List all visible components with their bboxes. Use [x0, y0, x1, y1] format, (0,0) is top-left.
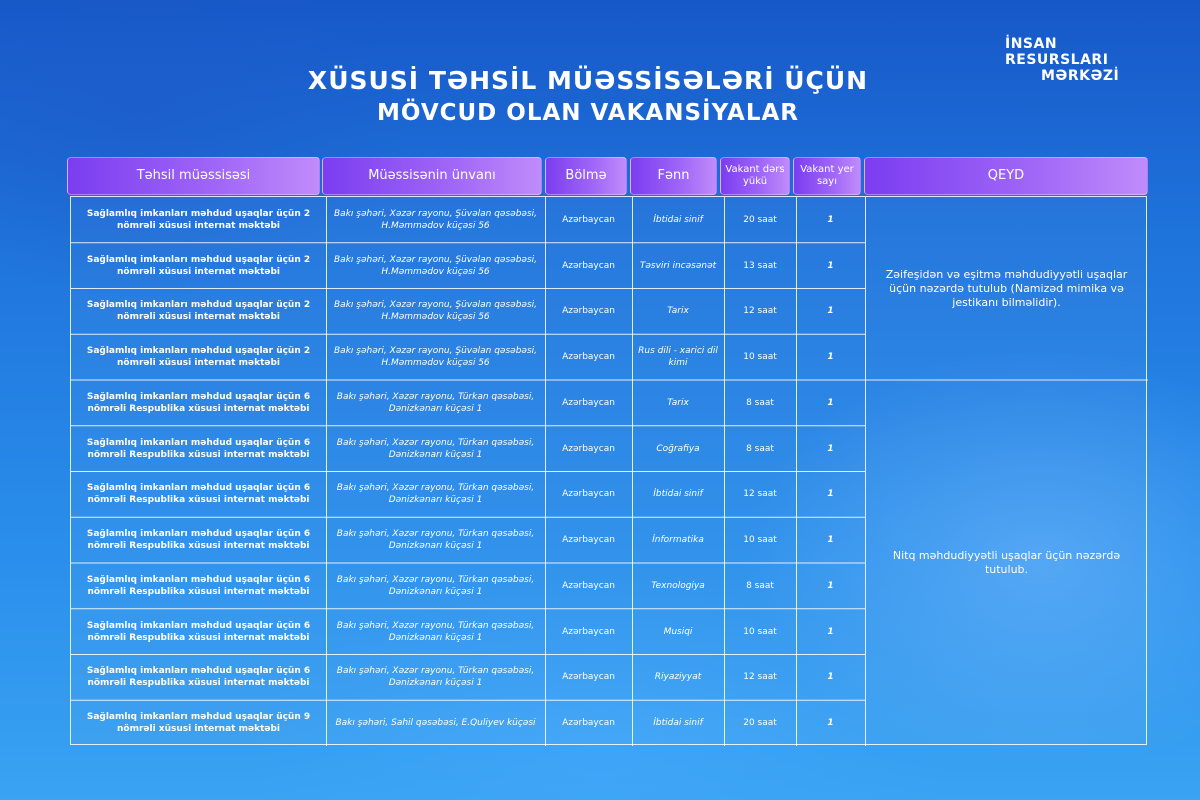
subject-cell: Rus dili - xarici dil kimi: [638, 346, 718, 369]
vacant-hours-cell: 8 saat: [746, 580, 774, 591]
section-cell: Azərbaycan: [562, 489, 615, 500]
address-cell: Bakı şəhəri, Xəzər rayonu, Türkan qəsəbəsi, Dənizkənarı küçəsi 1: [336, 620, 535, 643]
subject-cell: Coğrafiya: [656, 443, 700, 454]
vacant-count-cell: 1: [827, 672, 834, 683]
header-section: Bölmə: [545, 157, 627, 195]
vacant-hours-cell: 13 saat: [743, 260, 777, 271]
note-cell: Nitq məhdudiyyətli uşaqlar üçün nəzərdə tutulub.: [892, 549, 1121, 576]
section-cell: Azərbaycan: [562, 672, 615, 683]
vacant-hours-cell: 10 saat: [743, 535, 777, 546]
brand-line-2: MƏRKƏZİ: [1041, 68, 1120, 84]
subject-cell: İbtidai sinif: [653, 718, 703, 729]
section-cell: Azərbaycan: [562, 214, 615, 225]
institution-cell: Sağlamlıq imkanları məhdud uşaqlar üçün 6 nömrəli Respublika xüsusi internat məktəbi: [86, 620, 311, 643]
address-cell: Bakı şəhəri, Sahil qəsəbəsi, E.Quliyev küçəsi: [335, 718, 536, 729]
address-cell: Bakı şəhəri, Xəzər rayonu, Şüvəlan qəsəbəsi, H.Məmmədov küçəsi 56: [334, 300, 537, 323]
vacant-hours-cell: 20 saat: [743, 718, 777, 729]
vacant-count-cell: 1: [827, 718, 834, 729]
note-cell: Zəifeşidən və eşitmə məhdudiyyətli uşaqlar üçün nəzərdə tutulub (Namizəd mimika və jestikanı bilməlidir).: [885, 267, 1128, 309]
vacant-count-cell: 1: [827, 214, 834, 225]
section-cell: Azərbaycan: [562, 260, 615, 271]
vacant-hours-cell: 10 saat: [743, 626, 777, 637]
address-cell: Bakı şəhəri, Xəzər rayonu, Türkan qəsəbəsi, Dənizkənarı küçəsi 1: [336, 391, 535, 414]
vacant-count-cell: 1: [827, 626, 834, 637]
institution-cell: Sağlamlıq imkanları məhdud uşaqlar üçün 2 nömrəli xüsusi internat məktəbi: [86, 254, 311, 277]
address-cell: Bakı şəhəri, Xəzər rayonu, Şüvəlan qəsəbəsi, H.Məmmədov küçəsi 56: [334, 346, 537, 369]
address-cell: Bakı şəhəri, Xəzər rayonu, Türkan qəsəbəsi, Dənizkənarı küçəsi 1: [336, 529, 535, 552]
header-address: Müəssisənin ünvanı: [322, 157, 542, 195]
institution-cell: Sağlamlıq imkanları məhdud uşaqlar üçün 2 nömrəli xüsusi internat məktəbi: [86, 346, 311, 369]
institution-cell: Sağlamlıq imkanları məhdud uşaqlar üçün 6 nömrəli Respublika xüsusi internat məktəbi: [86, 529, 311, 552]
subject-cell: İbtidai sinif: [653, 489, 703, 500]
subject-cell: Təsviri incəsənət: [639, 260, 717, 271]
institution-cell: Sağlamlıq imkanları məhdud uşaqlar üçün 6 nömrəli Respublika xüsusi internat məktəbi: [86, 437, 311, 460]
header-vacant-hours: Vakant dərs yükü: [720, 157, 790, 195]
subject-cell: Riyaziyyat: [654, 672, 702, 683]
section-cell: Azərbaycan: [562, 580, 615, 591]
section-cell: Azərbaycan: [562, 718, 615, 729]
header-institution: Təhsil müəssisəsi: [67, 157, 320, 195]
vacant-hours-cell: 10 saat: [743, 352, 777, 363]
subject-cell: Musiqi: [663, 626, 693, 637]
address-cell: Bakı şəhəri, Xəzər rayonu, Türkan qəsəbəsi, Dənizkənarı küçəsi 1: [336, 483, 535, 506]
section-cell: Azərbaycan: [562, 306, 615, 317]
page-title-line-1: XÜSUSİ TƏHSİL MÜƏSSİSƏLƏRİ ÜÇÜN: [307, 66, 869, 95]
address-cell: Bakı şəhəri, Xəzər rayonu, Türkan qəsəbəsi, Dənizkənarı küçəsi 1: [336, 666, 535, 689]
vacant-count-cell: 1: [827, 443, 834, 454]
vacant-hours-cell: 8 saat: [746, 443, 774, 454]
section-cell: Azərbaycan: [562, 443, 615, 454]
subject-cell: İbtidai sinif: [653, 214, 703, 225]
vacant-hours-cell: 8 saat: [746, 397, 774, 408]
institution-cell: Sağlamlıq imkanları məhdud uşaqlar üçün 6 nömrəli Respublika xüsusi internat məktəbi: [86, 574, 311, 597]
vacant-count-cell: 1: [827, 352, 834, 363]
section-cell: Azərbaycan: [562, 535, 615, 546]
page-title-line-2: MÖVCUD OLAN VAKANSİYALAR: [377, 100, 799, 126]
section-cell: Azərbaycan: [562, 626, 615, 637]
institution-cell: Sağlamlıq imkanları məhdud uşaqlar üçün 6 nömrəli Respublika xüsusi internat məktəbi: [86, 666, 311, 689]
section-cell: Azərbaycan: [562, 352, 615, 363]
address-cell: Bakı şəhəri, Xəzər rayonu, Şüvəlan qəsəbəsi, H.Məmmədov küçəsi 56: [334, 208, 537, 231]
vacant-count-cell: 1: [827, 580, 834, 591]
vacancy-table: [70, 196, 1147, 745]
institution-cell: Sağlamlıq imkanları məhdud uşaqlar üçün 6 nömrəli Respublika xüsusi internat məktəbi: [86, 483, 311, 506]
institution-cell: Sağlamlıq imkanları məhdud uşaqlar üçün 9 nömrəli xüsusi internat məktəbi: [86, 712, 311, 735]
vacant-hours-cell: 12 saat: [743, 489, 777, 500]
subject-cell: İnformatika: [652, 535, 704, 546]
vacant-count-cell: 1: [827, 489, 834, 500]
address-cell: Bakı şəhəri, Xəzər rayonu, Şüvəlan qəsəbəsi, H.Məmmədov küçəsi 56: [334, 254, 537, 277]
address-cell: Bakı şəhəri, Xəzər rayonu, Türkan qəsəbəsi, Dənizkənarı küçəsi 1: [336, 574, 535, 597]
header-note: QEYD: [864, 157, 1148, 195]
institution-cell: Sağlamlıq imkanları məhdud uşaqlar üçün 6 nömrəli Respublika xüsusi internat məktəbi: [86, 391, 311, 414]
subject-cell: Tarix: [667, 306, 689, 317]
vacant-count-cell: 1: [827, 260, 834, 271]
vacant-count-cell: 1: [827, 397, 834, 408]
section-cell: Azərbaycan: [562, 397, 615, 408]
vacant-hours-cell: 20 saat: [743, 214, 777, 225]
vacant-hours-cell: 12 saat: [743, 672, 777, 683]
vacant-hours-cell: 12 saat: [743, 306, 777, 317]
header-vacant-count: Vakant yer sayı: [793, 157, 861, 195]
institution-cell: Sağlamlıq imkanları məhdud uşaqlar üçün 2 nömrəli xüsusi internat məktəbi: [86, 300, 311, 323]
address-cell: Bakı şəhəri, Xəzər rayonu, Türkan qəsəbəsi, Dənizkənarı küçəsi 1: [336, 437, 535, 460]
subject-cell: Texnologiya: [651, 580, 705, 591]
vacant-count-cell: 1: [827, 535, 834, 546]
brand-line-1: İNSAN RESURSLARI: [1005, 36, 1109, 68]
vacant-count-cell: 1: [827, 306, 834, 317]
subject-cell: Tarix: [667, 397, 689, 408]
institution-cell: Sağlamlıq imkanları məhdud uşaqlar üçün 2 nömrəli xüsusi internat məktəbi: [86, 208, 311, 231]
header-subject: Fənn: [630, 157, 717, 195]
